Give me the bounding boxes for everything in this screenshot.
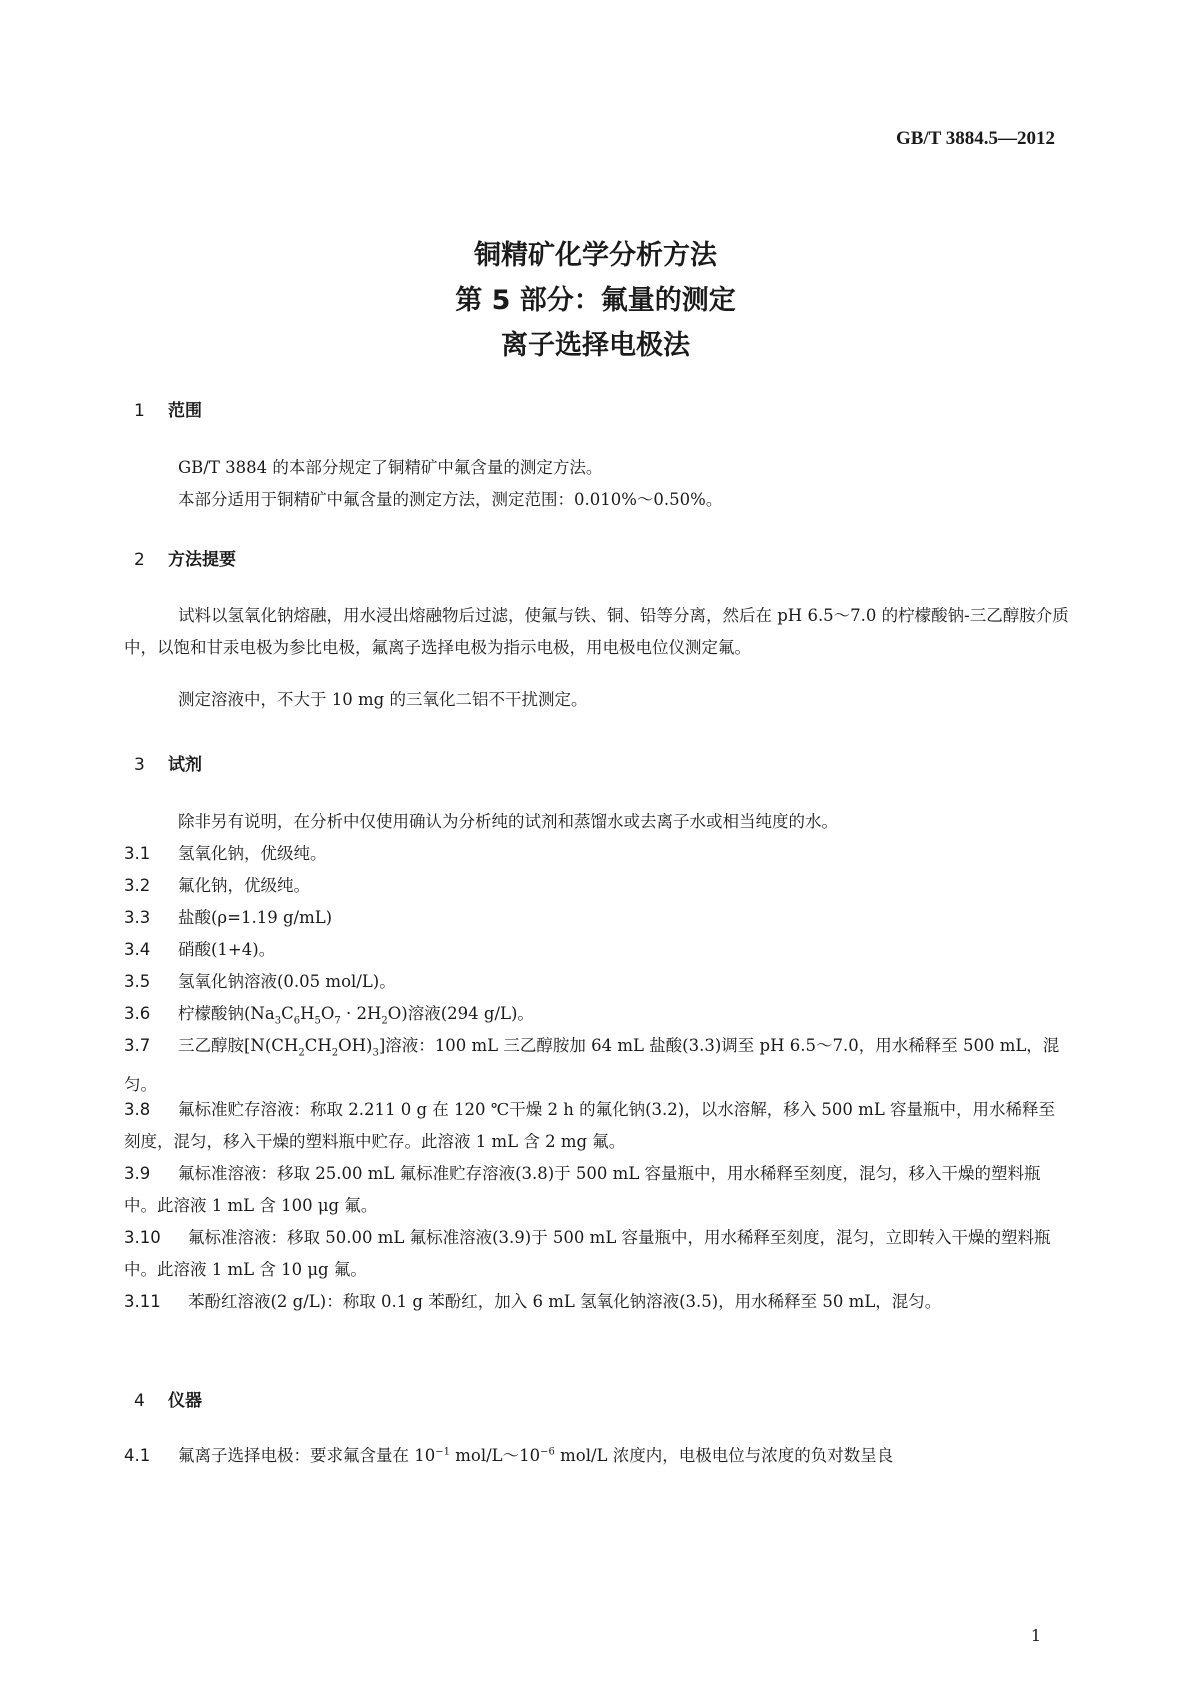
instrument-4-1 — [124, 1436, 1070, 1472]
method-paragraph-2: 测定溶液中，不大于 10 mg 的三氧化二铝不干扰测定。 — [178, 690, 588, 709]
item-number: 3.4 — [124, 940, 151, 959]
title-line-3: 离子选择电极法 — [501, 330, 690, 361]
item-number: 3.1 — [124, 844, 151, 863]
section-3-heading — [134, 750, 202, 775]
section-1-heading — [134, 396, 202, 421]
method-paragraph-1: 试料以氢氧化钠熔融，用水浸出熔融物后过滤，使氟与铁、铜、铅等分离，然后在 pH 6.5～7.0 的柠檬酸钠-三乙醇胺介质中，以饱和甘汞电极为参比电极，氟离子选择电极为指示电极，用电极电位仪测定氟。 — [124, 606, 1069, 657]
item-text: 三乙醇胺$[N(CH_2CH_2OH)_3]$溶液：100 mL 三乙醇胺加 64 mL 盐酸(3.3)调至 pH 6.5～7.0，用水稀释至 500 mL，混匀。 — [124, 1036, 1060, 1095]
item-text: 盐酸(ρ=1.19 g/mL) — [178, 908, 333, 927]
item-text: 苯酚红溶液(2 g/L)：称取 0.1 g 苯酚红，加入 6 mL 氢氧化钠溶液(3.5)，用水稀释至 50 mL，混匀。 — [188, 1292, 942, 1311]
reagent-3-10 — [124, 1222, 1070, 1286]
item-number: 3.7 — [124, 1036, 151, 1055]
item-text: 氢氧化钠溶液(0.05 mol/L)。 — [178, 972, 396, 991]
reagent-3-1 — [124, 838, 1070, 870]
section-4-heading — [134, 1386, 202, 1411]
item-text: 柠檬酸钠$(Na_3C_6H_5O_7 \cdot 2H_2O)$溶液(294 g/L)。 — [178, 1004, 534, 1027]
reagents-intro: 除非另有说明，在分析中仅使用确认为分析纯的试剂和蒸馏水或去离子水或相当纯度的水。 — [178, 812, 838, 831]
item-text: 氟标准溶液：移取 25.00 mL 氟标准贮存溶液(3.8)于 500 mL 容量瓶中，用水稀释至刻度，混匀，移入干燥的塑料瓶中。此溶液 1 mL 含 100 μg 氟。 — [124, 1164, 1041, 1215]
section-title: 试剂 — [168, 755, 202, 775]
item-number: 3.11 — [124, 1292, 161, 1311]
page-number: 1 — [1030, 1626, 1041, 1645]
item-number: 3.2 — [124, 876, 151, 895]
standard-code: GB/T 3884.5—2012 — [895, 128, 1055, 149]
item-number: 3.5 — [124, 972, 151, 991]
section-title: 范围 — [168, 401, 202, 421]
item-text: 氟离子选择电极：要求氟含量在 $10^{-1}$ mol/$L\sim 10^{-6}$ mol/L 浓度内，电极电位与浓度的负对数呈良 — [178, 1445, 894, 1465]
title-line-1: 铜精矿化学分析方法 — [474, 240, 717, 271]
section-title: 方法提要 — [168, 550, 236, 570]
item-number: 3.8 — [124, 1100, 151, 1119]
item-number: 3.10 — [124, 1228, 161, 1247]
item-number: 3.6 — [124, 1004, 151, 1023]
reagent-3-8 — [124, 1094, 1070, 1158]
section-2-heading — [134, 545, 236, 570]
reagent-3-11 — [124, 1286, 1070, 1318]
section-number: 2 — [134, 550, 145, 570]
item-text: 硝酸(1+4)。 — [178, 940, 276, 959]
scope-paragraph-1: GB/T 3884 的本部分规定了铜精矿中氟含量的测定方法。 — [178, 458, 603, 477]
item-text: 氟化钠，优级纯。 — [178, 876, 310, 895]
item-text: 氟标准贮存溶液：称取 2.211 0 g 在 120 ℃干燥 2 h 的氟化钠(3.2)，以水溶解，移入 500 mL 容量瓶中，用水稀释至刻度，混匀，移入干燥的塑料瓶中贮存。此溶液 1 mL 含 2 mg 氟。 — [124, 1100, 1056, 1151]
section-number: 4 — [134, 1391, 145, 1411]
reagent-3-9 — [124, 1158, 1070, 1222]
reagent-3-3 — [124, 902, 1070, 934]
section-number: 1 — [134, 401, 145, 421]
section-number: 3 — [134, 755, 145, 775]
item-number: 3.3 — [124, 908, 151, 927]
item-number: 3.9 — [124, 1164, 151, 1183]
item-text: 氟标准溶液：移取 50.00 mL 氟标准溶液(3.9)于 500 mL 容量瓶中，用水稀释至刻度，混匀，立即转入干燥的塑料瓶中。此溶液 1 mL 含 10 μg 氟。 — [124, 1228, 1051, 1279]
reagent-3-5 — [124, 966, 1070, 998]
title-line-2: 第 5 部分：氟量的测定 — [455, 285, 736, 316]
reagent-3-7 — [124, 1030, 1070, 1101]
item-text: 氢氧化钠，优级纯。 — [178, 844, 327, 863]
item-number: 4.1 — [124, 1445, 151, 1465]
reagent-3-2 — [124, 870, 1070, 902]
reagent-3-4 — [124, 934, 1070, 966]
section-title: 仪器 — [168, 1391, 202, 1411]
scope-paragraph-2: 本部分适用于铜精矿中氟含量的测定方法，测定范围：0.010%～0.50%。 — [178, 490, 723, 509]
